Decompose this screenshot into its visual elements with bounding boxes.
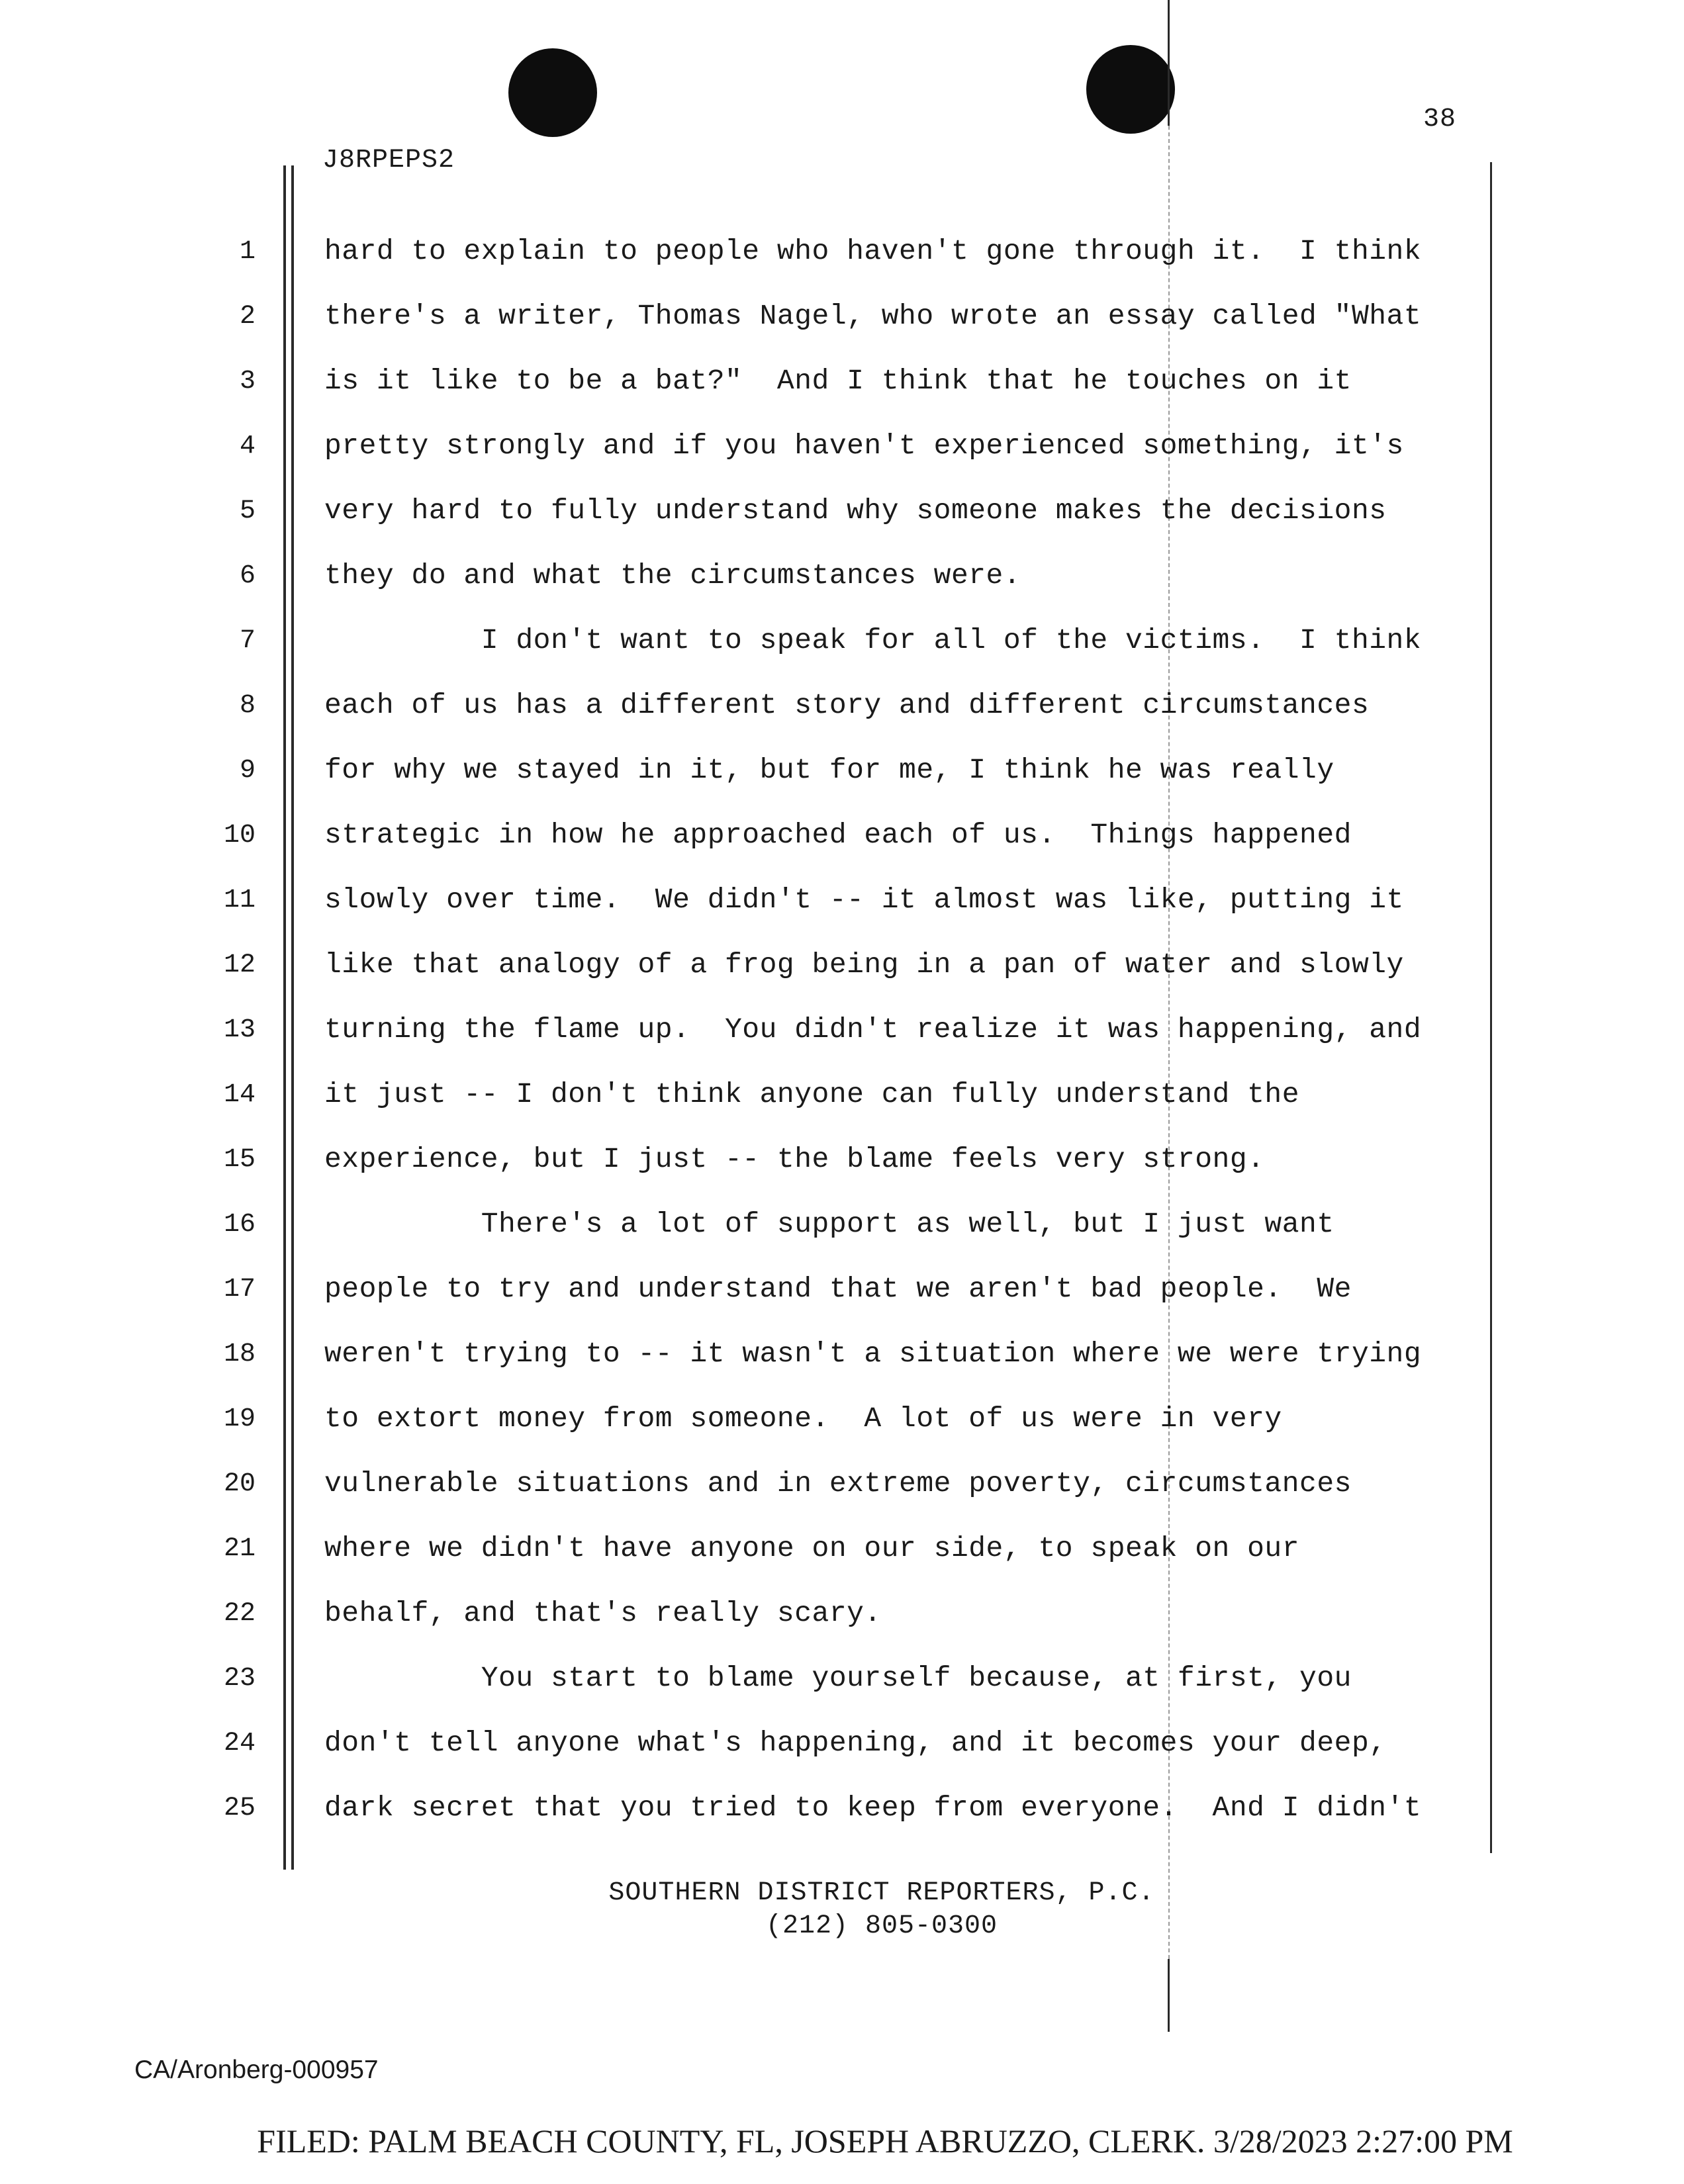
transcript-line: is it like to be a bat?" And I think that he touches on it	[324, 365, 1352, 397]
line-number: 17	[223, 1275, 256, 1304]
transcript-line: very hard to fully understand why someone makes the decisions	[324, 494, 1387, 527]
right-margin-line	[1490, 162, 1492, 1853]
reporter-name: SOUTHERN DISTRICT REPORTERS, P.C.	[608, 1878, 1155, 1908]
line-number: 21	[223, 1534, 256, 1564]
line-number: 19	[223, 1404, 256, 1434]
line-number: 12	[223, 950, 256, 980]
line-number: 16	[223, 1210, 256, 1240]
line-number: 8	[239, 691, 256, 721]
transcript-line: dark secret that you tried to keep from everyone. And I didn't	[324, 1792, 1422, 1824]
transcript-line: You start to blame yourself because, at first, you	[324, 1662, 1352, 1694]
transcript-line: to extort money from someone. A lot of us were in very	[324, 1402, 1282, 1435]
page-number: 38	[1423, 105, 1457, 134]
transcript-line: strategic in how he approached each of us. Things happened	[324, 819, 1352, 851]
transcript-line: hard to explain to people who haven't gone through it. I think	[324, 235, 1422, 267]
transcript-line: people to try and understand that we aren't bad people. We	[324, 1273, 1352, 1305]
transcript-line: like that analogy of a frog being in a pan of water and slowly	[324, 948, 1404, 981]
line-number: 9	[239, 756, 256, 786]
transcript-line: they do and what the circumstances were.	[324, 559, 1021, 592]
filed-stamp: FILED: PALM BEACH COUNTY, FL, JOSEPH ABRUZZO, CLERK. 3/28/2023 2:27:00 PM	[257, 2122, 1513, 2160]
transcript-line: don't tell anyone what's happening, and it becomes your deep,	[324, 1727, 1387, 1759]
line-number: 20	[223, 1469, 256, 1499]
transcript-line: There's a lot of support as well, but I just want	[324, 1208, 1334, 1240]
line-number: 4	[239, 432, 256, 461]
fold-line-top	[1168, 0, 1170, 126]
line-number: 1	[239, 237, 256, 267]
line-number: 24	[223, 1729, 256, 1758]
reporter-phone: (212) 805-0300	[765, 1911, 998, 1941]
transcript-line: pretty strongly and if you haven't experienced something, it's	[324, 430, 1404, 462]
transcript-line: each of us has a different story and different circumstances	[324, 689, 1370, 721]
line-number: 5	[239, 496, 256, 526]
line-number: 22	[223, 1599, 256, 1629]
transcript-line: vulnerable situations and in extreme poverty, circumstances	[324, 1467, 1352, 1500]
transcript-line: weren't trying to -- it wasn't a situation where we were trying	[324, 1338, 1422, 1370]
transcript-line: behalf, and that's really scary.	[324, 1597, 882, 1629]
transcript-line: it just -- I don't think anyone can fully understand the	[324, 1078, 1300, 1111]
transcript-line: experience, but I just -- the blame feels very strong.	[324, 1143, 1265, 1175]
transcript-line: there's a writer, Thomas Nagel, who wrote an essay called "What	[324, 300, 1422, 332]
bates-number: CA/Aronberg-000957	[134, 2056, 379, 2084]
transcript-line: where we didn't have anyone on our side, to speak on our	[324, 1532, 1300, 1565]
line-number: 13	[223, 1015, 256, 1045]
line-number: 11	[223, 886, 256, 915]
line-number: 10	[223, 821, 256, 850]
transcript-line: turning the flame up. You didn't realize it was happening, and	[324, 1013, 1422, 1046]
left-margin-line-inner	[291, 165, 294, 1870]
line-number: 18	[223, 1340, 256, 1369]
case-id: J8RPEPS2	[322, 146, 455, 175]
line-number: 25	[223, 1794, 256, 1823]
line-number: 14	[223, 1080, 256, 1110]
fold-line-bottom	[1168, 1959, 1170, 2032]
punch-hole-left	[508, 48, 597, 137]
punch-hole-right	[1086, 45, 1175, 134]
line-number: 3	[239, 367, 256, 396]
line-number: 6	[239, 561, 256, 591]
transcript-line: I don't want to speak for all of the victims. I think	[324, 624, 1422, 657]
transcript-line: for why we stayed in it, but for me, I think he was really	[324, 754, 1334, 786]
left-margin-line-outer	[283, 165, 286, 1870]
line-number: 23	[223, 1664, 256, 1694]
line-number: 7	[239, 626, 256, 656]
transcript-line: slowly over time. We didn't -- it almost was like, putting it	[324, 884, 1404, 916]
line-number: 2	[239, 302, 256, 332]
line-number: 15	[223, 1145, 256, 1175]
